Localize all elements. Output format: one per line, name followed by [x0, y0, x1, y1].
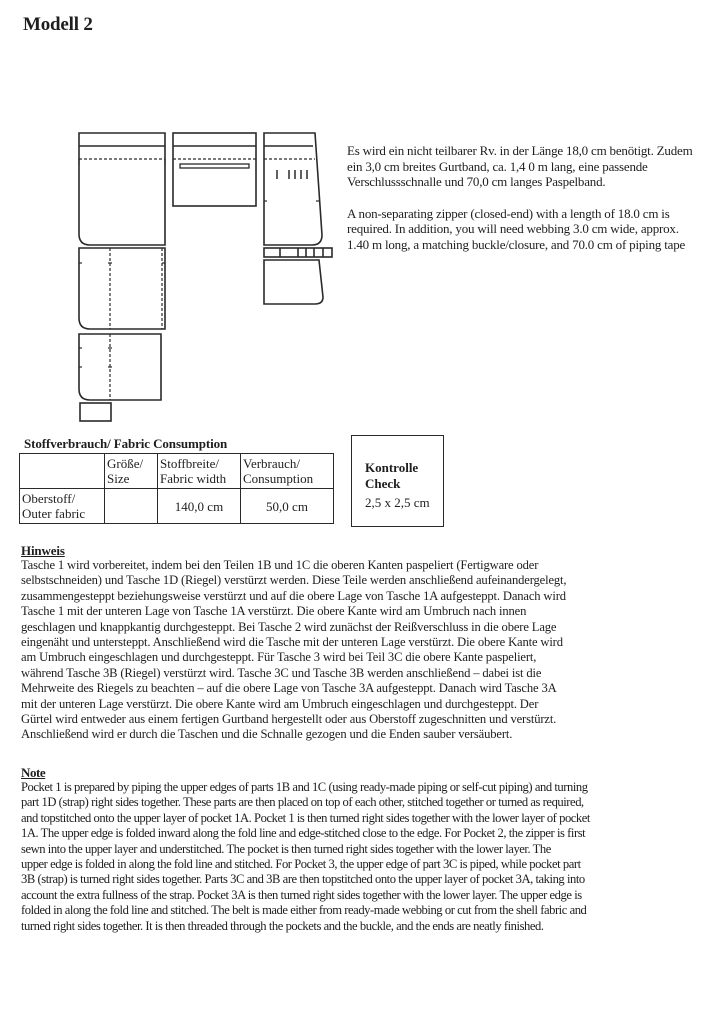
pocket-3a-piece: [79, 334, 161, 400]
cell-fabric-width: 140,0 cm: [158, 489, 241, 524]
hinweis-heading: Hinweis: [21, 543, 65, 558]
table-row: [20, 489, 334, 524]
cell-material: Oberstoff/ Outer fabric: [20, 489, 105, 524]
note-text: Pocket 1 is prepared by piping the upper edges of parts 1B and 1C (using ready-made piping or self-cut piping) and turning part 1D (strap) right sides together. These parts are then placed on top of each other, stitched together or turned as required, and topstitched onto the upper layer of pocket 1A. Pocket 1 is then turned right sides together with the lower layer of pocket 1A. The upper edge is folded inward along the fold line and edge-stitched close to the edge. For Pocket 2, the zipper is first sewn into the upper layer and understitched. The pocket is then turned right sides together with the lower layer. The upper edge is folded in along the fold line and stitched. For Pocket 3, the upper edge of part 3C is piped, while pocket part 3B (strap) is turned right sides together. Parts 3C and 3B are then topstitched onto the upper layer of pocket 3A, taking into account the extra fullness of the strap. Pocket 3A is then turned right sides together with the lower layer. The upper edge is folded in along the fold line and stitched. The belt is made either from ready-made webbing or cut from the shell fabric and turned right sides together. It is then threaded through the pockets and the buckle, and the ends are neatly finished.: [21, 780, 590, 933]
pocket-1a-piece: [79, 248, 165, 329]
hinweis-section: [21, 543, 711, 743]
check-label-en: Check: [365, 476, 401, 491]
hinweis-text: Tasche 1 wird vorbereitet, indem bei den Teilen 1B und 1C die oberen Kanten paspeliert (Fertigware oder selbstschneiden) und Tasche 1D (Riegel) verstürzt werden. Diese Teile werden anschließend aufeinandergelegt, zusammengesteppt beziehungsweise verstürzt und auf die obere Lage von Tasche 1A aufgesteppt. Danach wird Tasche 1 mit der unteren Lage von Tasche 1A verstürzt. Die obere Kante wird am Umbruch nach innen geschlagen und knappkantig durchgesteppt. Bei Tasche 2 wird zunächst der Reißverschluss in die obere Lage eingenäht und untersteppt. Anschließend wird die Tasche mit der unteren Lage verstürzt. Die obere Kante wird am Umbruch eingeschlagen und durchgesteppt. Für Tasche 3 wird bei Teil 3C die obere Kante paspeliert, während Tasche 3B (Riegel) verstürzt wird. Tasche 3C und Tasche 3B werden anschließend – dabei ist die Mehrweite des Riegels zu beachten – auf die obere Lage von Tasche 3A aufgesteppt. Danach wird Tasche 3A mit der unteren Lage verstürzt. Die obere Kante wird am Umbruch eingeschlagen und durchgesteppt. Der Gürtel wird entweder aus einem fertigen Gurtband hergestellt oder aus Oberstoff zugeschnitten und verstürzt. Anschließend wird er durch die Taschen und die Schnalle gezogen und die Enden sauber versäubert.: [21, 558, 567, 742]
table-header-row: [20, 454, 334, 489]
fabric-consumption-table: [19, 453, 334, 524]
pocket-2-piece: [173, 133, 256, 206]
note-heading: Note: [21, 765, 46, 780]
header-cell-size: Größe/ Size: [105, 454, 158, 489]
pocket-3-lower-piece: [264, 260, 323, 304]
materials-de: Es wird ein nicht teilbarer Rv. in der Länge 18,0 cm benötigt. Zudem ein 3,0 cm breites Gurtband, ca. 1,4 0 m lang, eine passende Verschlussschnalle und 70,0 cm langes Paspelband.: [347, 143, 693, 189]
fabric-consumption-heading: Stoffverbrauch/ Fabric Consumption: [24, 436, 228, 451]
cell-consumption: 50,0 cm: [241, 489, 334, 524]
cell-size: [105, 489, 158, 524]
check-square: [351, 435, 444, 527]
materials-en: A non-separating zipper (closed-end) with a length of 18.0 cm is required. In addition, you will need webbing 3.0 cm wide, approx. 1.40 m long, a matching buckle/closure, and 70.0 cm of piping tape: [347, 205, 686, 252]
note-section: [21, 765, 711, 934]
page-title: Modell 2: [23, 14, 93, 35]
strap-piece: [264, 248, 332, 257]
header-cell-consumption: Verbrauch/ Consumption: [241, 454, 334, 489]
materials-notes: [347, 143, 697, 268]
pocket-3-piece: [264, 133, 322, 245]
check-dimension: 2,5 x 2,5 cm: [365, 495, 430, 510]
strap-tab-piece: [80, 403, 111, 421]
pattern-pieces-diagram: [70, 125, 340, 425]
pocket-1-piece: [79, 133, 165, 245]
check-label-de: Kontrolle: [365, 460, 419, 475]
header-cell-empty: [20, 454, 105, 489]
header-cell-fabric-width: Stoffbreite/ Fabric width: [158, 454, 241, 489]
